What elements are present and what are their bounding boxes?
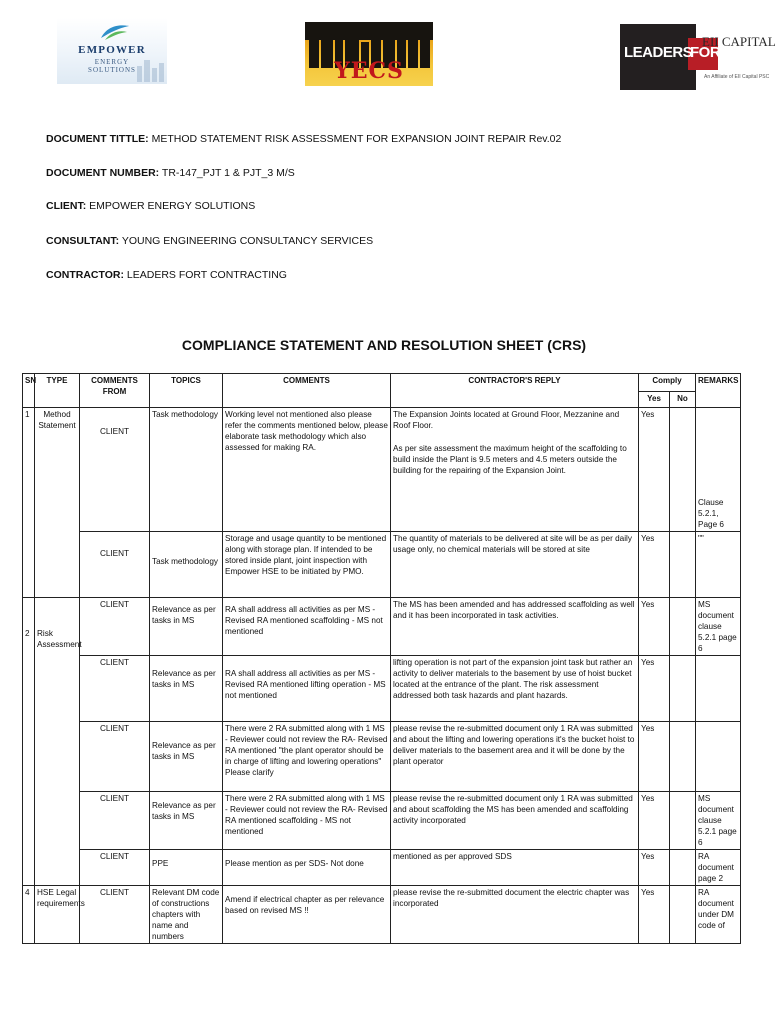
cell-reply: The MS has been amended and has addressed scaffolding as well and it has been incorporated in task activities. xyxy=(391,598,639,656)
cell-from: CLIENT xyxy=(80,408,150,532)
header-comments-from: COMMENTS FROM xyxy=(80,374,150,408)
yecs-logo xyxy=(305,22,433,86)
cell-reply-line2: As per site assessment the maximum height of the scaffolding to build inside the Plant is 9.5 meters and 4.5 meters outside the building for the repairing of the Expansion Joint. xyxy=(393,444,627,475)
sheet-title: COMPLIANCE STATEMENT AND RESOLUTION SHEET (CRS) xyxy=(181,337,587,353)
cell-comply-no xyxy=(670,408,696,532)
cell-comply-yes: Yes xyxy=(639,850,670,886)
cell-topic: Relevant DM code of constructions chapters with name and numbers xyxy=(150,886,223,944)
cell-comply-no xyxy=(670,886,696,944)
cell-remarks: RA document page 2 xyxy=(696,850,741,886)
cell-comply-yes: Yes xyxy=(639,722,670,792)
cell-comment: Working level not mentioned also please refer the comments mentioned below, please elaborate task methodology which also assessed for making RA. xyxy=(223,408,391,532)
cell-remarks xyxy=(696,656,741,722)
cell-comment: There were 2 RA submitted along with 1 MS - Reviewer could not review the RA- Revised RA mentioned scaffolding - MS not mentioned xyxy=(223,792,391,850)
cell-comply-yes: Yes xyxy=(639,886,670,944)
cell-comply-yes: Yes xyxy=(639,656,670,722)
cell-topic: Task methodology xyxy=(150,532,223,598)
cell-from: CLIENT xyxy=(80,886,150,944)
eii-capital-affiliate: An Affiliate of EII Capital PSC xyxy=(704,74,770,80)
eii-capital-text: EII CAPITAL xyxy=(702,34,776,49)
leadersfort-logo-fort: FORT xyxy=(690,44,729,61)
header-comply: Comply xyxy=(639,374,696,392)
header-contractors-reply: CONTRACTOR'S REPLY xyxy=(391,374,639,408)
document-title-line xyxy=(46,133,561,145)
leadersfort-logo-leaders: LEADERS xyxy=(624,44,693,61)
cell-sn: 1 xyxy=(23,408,35,598)
empower-logo-name: EMPOWER xyxy=(78,44,146,56)
contractor-value: LEADERS FORT CONTRACTING xyxy=(126,269,287,281)
header-comply-no: No xyxy=(670,392,696,408)
contractor-line xyxy=(46,269,287,281)
cell-from: CLIENT xyxy=(80,792,150,850)
table-row xyxy=(23,598,741,656)
header-sn: SN xyxy=(23,374,35,408)
empower-swoosh-icon xyxy=(97,22,131,42)
cell-type: Method Statement xyxy=(35,408,80,598)
client-value: EMPOWER ENERGY SOLUTIONS xyxy=(89,200,256,212)
cell-remarks: Clause 5.2.1, Page 6 xyxy=(696,408,741,532)
cell-reply: please revise the re-submitted document the electric chapter was incorporated xyxy=(391,886,639,944)
header-type: TYPE xyxy=(35,374,80,408)
cell-comply-yes: Yes xyxy=(639,532,670,598)
header-comments: COMMENTS xyxy=(223,374,391,408)
cell-remarks: MS document clause 5.2.1 page 6 xyxy=(696,598,741,656)
header-topics: TOPICS xyxy=(150,374,223,408)
cell-comply-no xyxy=(670,598,696,656)
cell-reply: The quantity of materials to be delivered at site will be as per daily usage only, no chemical materials will be stored at site xyxy=(391,532,639,598)
empower-logo-solutions: SOLUTIONS xyxy=(88,66,136,74)
cell-topic: Task methodology xyxy=(150,408,223,532)
consultant-line xyxy=(46,235,373,247)
table-row xyxy=(23,850,741,886)
skyline-icon xyxy=(135,56,165,82)
consultant-label: CONSULTANT: xyxy=(46,235,120,247)
cell-comply-no xyxy=(670,850,696,886)
cell-type: HSE Legal requirements xyxy=(35,886,80,944)
cell-from: CLIENT xyxy=(80,722,150,792)
document-number-value: TR-147_PJT 1 & PJT_3 M/S xyxy=(161,167,295,179)
cell-comply-no xyxy=(670,656,696,722)
cell-remarks: RA document under DM code of xyxy=(696,886,741,944)
cell-from: CLIENT xyxy=(80,850,150,886)
cell-comply-yes: Yes xyxy=(639,408,670,532)
empower-logo-energy: ENERGY xyxy=(94,58,130,66)
table-row xyxy=(23,532,741,598)
cell-reply: mentioned as per approved SDS xyxy=(391,850,639,886)
cell-comply-no xyxy=(670,722,696,792)
cell-reply: lifting operation is not part of the expansion joint task but rather an activity to deliver materials to the basement by use of hoist bucket located at the entrance of the plant. The risk assessment addressed both task hazards and plant hazards. xyxy=(391,656,639,722)
document-number-line xyxy=(46,167,295,179)
cell-sn: 4 xyxy=(23,886,35,944)
cell-remarks: "" xyxy=(696,532,741,598)
cell-topic: Relevance as per tasks in MS xyxy=(150,722,223,792)
cell-topic: Relevance as per tasks in MS xyxy=(150,656,223,722)
cell-from: CLIENT xyxy=(80,598,150,656)
table-row xyxy=(23,792,741,850)
cell-topic: PPE xyxy=(150,850,223,886)
header-remarks: REMARKS xyxy=(696,374,741,408)
cell-comment: RA shall address all activities as per MS - Revised RA mentioned scaffolding - MS not mentioned xyxy=(223,598,391,656)
cell-remarks: MS document clause 5.2.1 page 6 xyxy=(696,792,741,850)
leadersfort-logo xyxy=(620,24,776,90)
yecs-logo-text: YECS xyxy=(334,58,404,84)
cell-comply-no xyxy=(670,792,696,850)
document-title-value: METHOD STATEMENT RISK ASSESSMENT FOR EXPANSION JOINT REPAIR Rev.02 xyxy=(151,133,562,145)
table-row xyxy=(23,722,741,792)
cell-from: CLIENT xyxy=(80,532,150,598)
document-number-label: DOCUMENT NUMBER: xyxy=(46,167,160,179)
document-title-label: DOCUMENT TITTLE: xyxy=(46,133,149,145)
table-row xyxy=(23,408,741,532)
consultant-value: YOUNG ENGINEERING CONSULTANCY SERVICES xyxy=(121,235,374,247)
cell-reply: please revise the re-submitted document only 1 RA was submitted and about the lifting and lowering operations it's the bucket hoist to deliver materials to the basement area and it will be done by the plant operator xyxy=(391,722,639,792)
contractor-label: CONTRACTOR: xyxy=(46,269,124,281)
cell-reply: please revise the re-submitted document only 1 RA was submitted and about scaffolding the MS has been amended and scaffolding activity incorporated xyxy=(391,792,639,850)
cell-comment: Storage and usage quantity to be mentioned along with storage plan. If intended to be stored inside plant, joint inspection with Empower HSE to be initiated by PMO. xyxy=(223,532,391,598)
cell-remarks xyxy=(696,722,741,792)
cell-reply xyxy=(391,408,639,532)
crs-table xyxy=(22,373,741,944)
cell-topic: Relevance as per tasks in MS xyxy=(150,792,223,850)
cell-comply-no xyxy=(670,532,696,598)
cell-comply-yes: Yes xyxy=(639,792,670,850)
client-label: CLIENT: xyxy=(46,200,87,212)
cell-sn: 2 xyxy=(23,598,35,886)
cell-comment: Please mention as per SDS- Not done xyxy=(223,850,391,886)
table-header-row xyxy=(23,374,741,392)
client-line xyxy=(46,200,255,212)
cell-comment: Amend if electrical chapter as per relevance based on revised MS !! xyxy=(223,886,391,944)
header-comply-yes: Yes xyxy=(639,392,670,408)
table-row xyxy=(23,656,741,722)
empower-logo xyxy=(57,18,167,84)
cell-type: Risk Assessment xyxy=(35,598,80,886)
cell-topic: Relevance as per tasks in MS xyxy=(150,598,223,656)
cell-comply-yes: Yes xyxy=(639,598,670,656)
cell-comment: RA shall address all activities as per MS - Revised RA mentioned lifting operation - MS not mentioned xyxy=(223,656,391,722)
cell-comment: There were 2 RA submitted along with 1 MS - Reviewer could not review the RA- Revised RA mentioned "the plant operator should be in charge of lifting and lowering operations" Please clarify xyxy=(223,722,391,792)
cell-reply-line1: The Expansion Joints located at Ground Floor, Mezzanine and Roof Floor. xyxy=(393,410,620,430)
table-row xyxy=(23,886,741,944)
cell-from: CLIENT xyxy=(80,656,150,722)
